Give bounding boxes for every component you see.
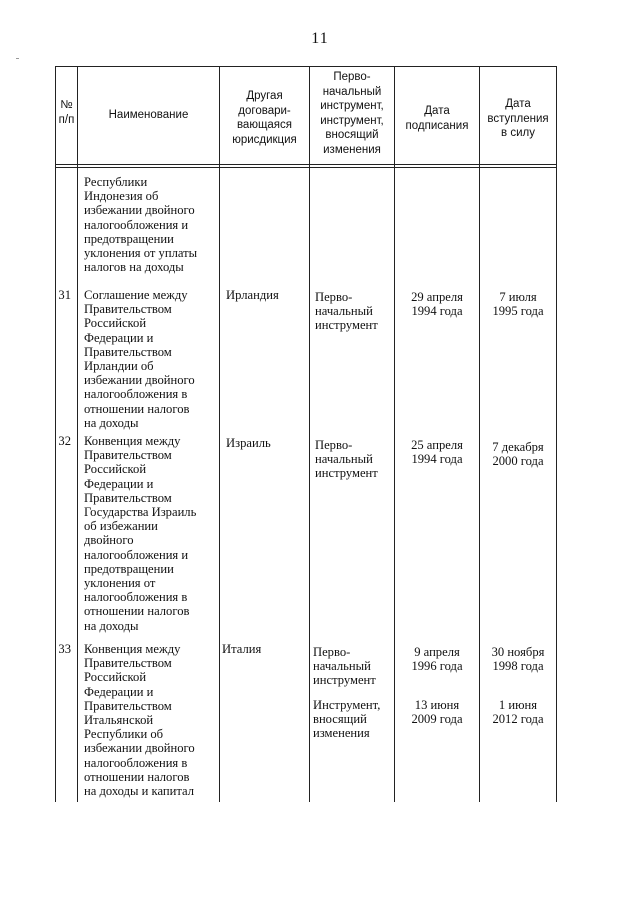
header-num: № п/п [58,99,75,126]
row-name: Республики Индонезия об избежании двойного налогообложения и предотвращении уклонения от уплаты налогов на доходы [84,175,198,275]
row-name: Соглашение между Правительством Российской Федерации и Правительством Ирландии об избежании двойного налогообложения в отношении налогов на доходы [84,288,195,430]
row-effective-date: 1 июня 2012 года [492,698,544,727]
row-signed-date: 29 апреля 1994 года [411,290,463,319]
row-instrument: Перво- начальный инструмент [315,290,378,333]
row-instrument: Перво- начальный инструмент [315,438,378,481]
row-number: 33 [58,642,71,656]
row-signed-date: 13 июня 2009 года [411,698,463,727]
row-effective-date: 30 ноября 1998 года [491,645,545,674]
header-name: Наименование [108,109,189,121]
page-number: 11 [311,30,329,47]
row-number: 31 [58,288,71,302]
row-signed-date: 9 апреля 1996 года [411,645,463,674]
row-name: Конвенция между Правительством Российской Федерации и Правительством Государства Израиль об избежании двойного налогообложения и предотвращении уклонения от налогообложения в отношении налогов на доходы [84,434,197,633]
row-jurisdiction: Израиль [226,436,271,450]
header-instrument: Перво- начальный инструмент, инструмент, вносящий изменения [320,71,384,156]
header-effective: Дата вступления в силу [487,98,549,139]
row-jurisdiction: Ирландия [226,288,279,302]
row-signed-date: 25 апреля 1994 года [411,438,463,467]
tick-mark [16,58,19,59]
header-jurisdiction: Другая договари- вающаяся юрисдикция [232,90,297,146]
row-effective-date: 7 декабря 2000 года [492,440,544,469]
row-name: Конвенция между Правительством Российской Федерации и Правительством Итальянской Республики об избежании двойного налогообложения в отношении налогов на доходы и капитал [84,642,195,799]
row-instrument: Инструмент, вносящий изменения [313,698,381,741]
row-number: 32 [58,434,71,448]
header-signed: Дата подписания [405,105,469,132]
row-effective-date: 7 июля 1995 года [492,290,544,319]
row-jurisdiction: Италия [222,642,262,656]
row-instrument: Перво- начальный инструмент [313,645,376,688]
